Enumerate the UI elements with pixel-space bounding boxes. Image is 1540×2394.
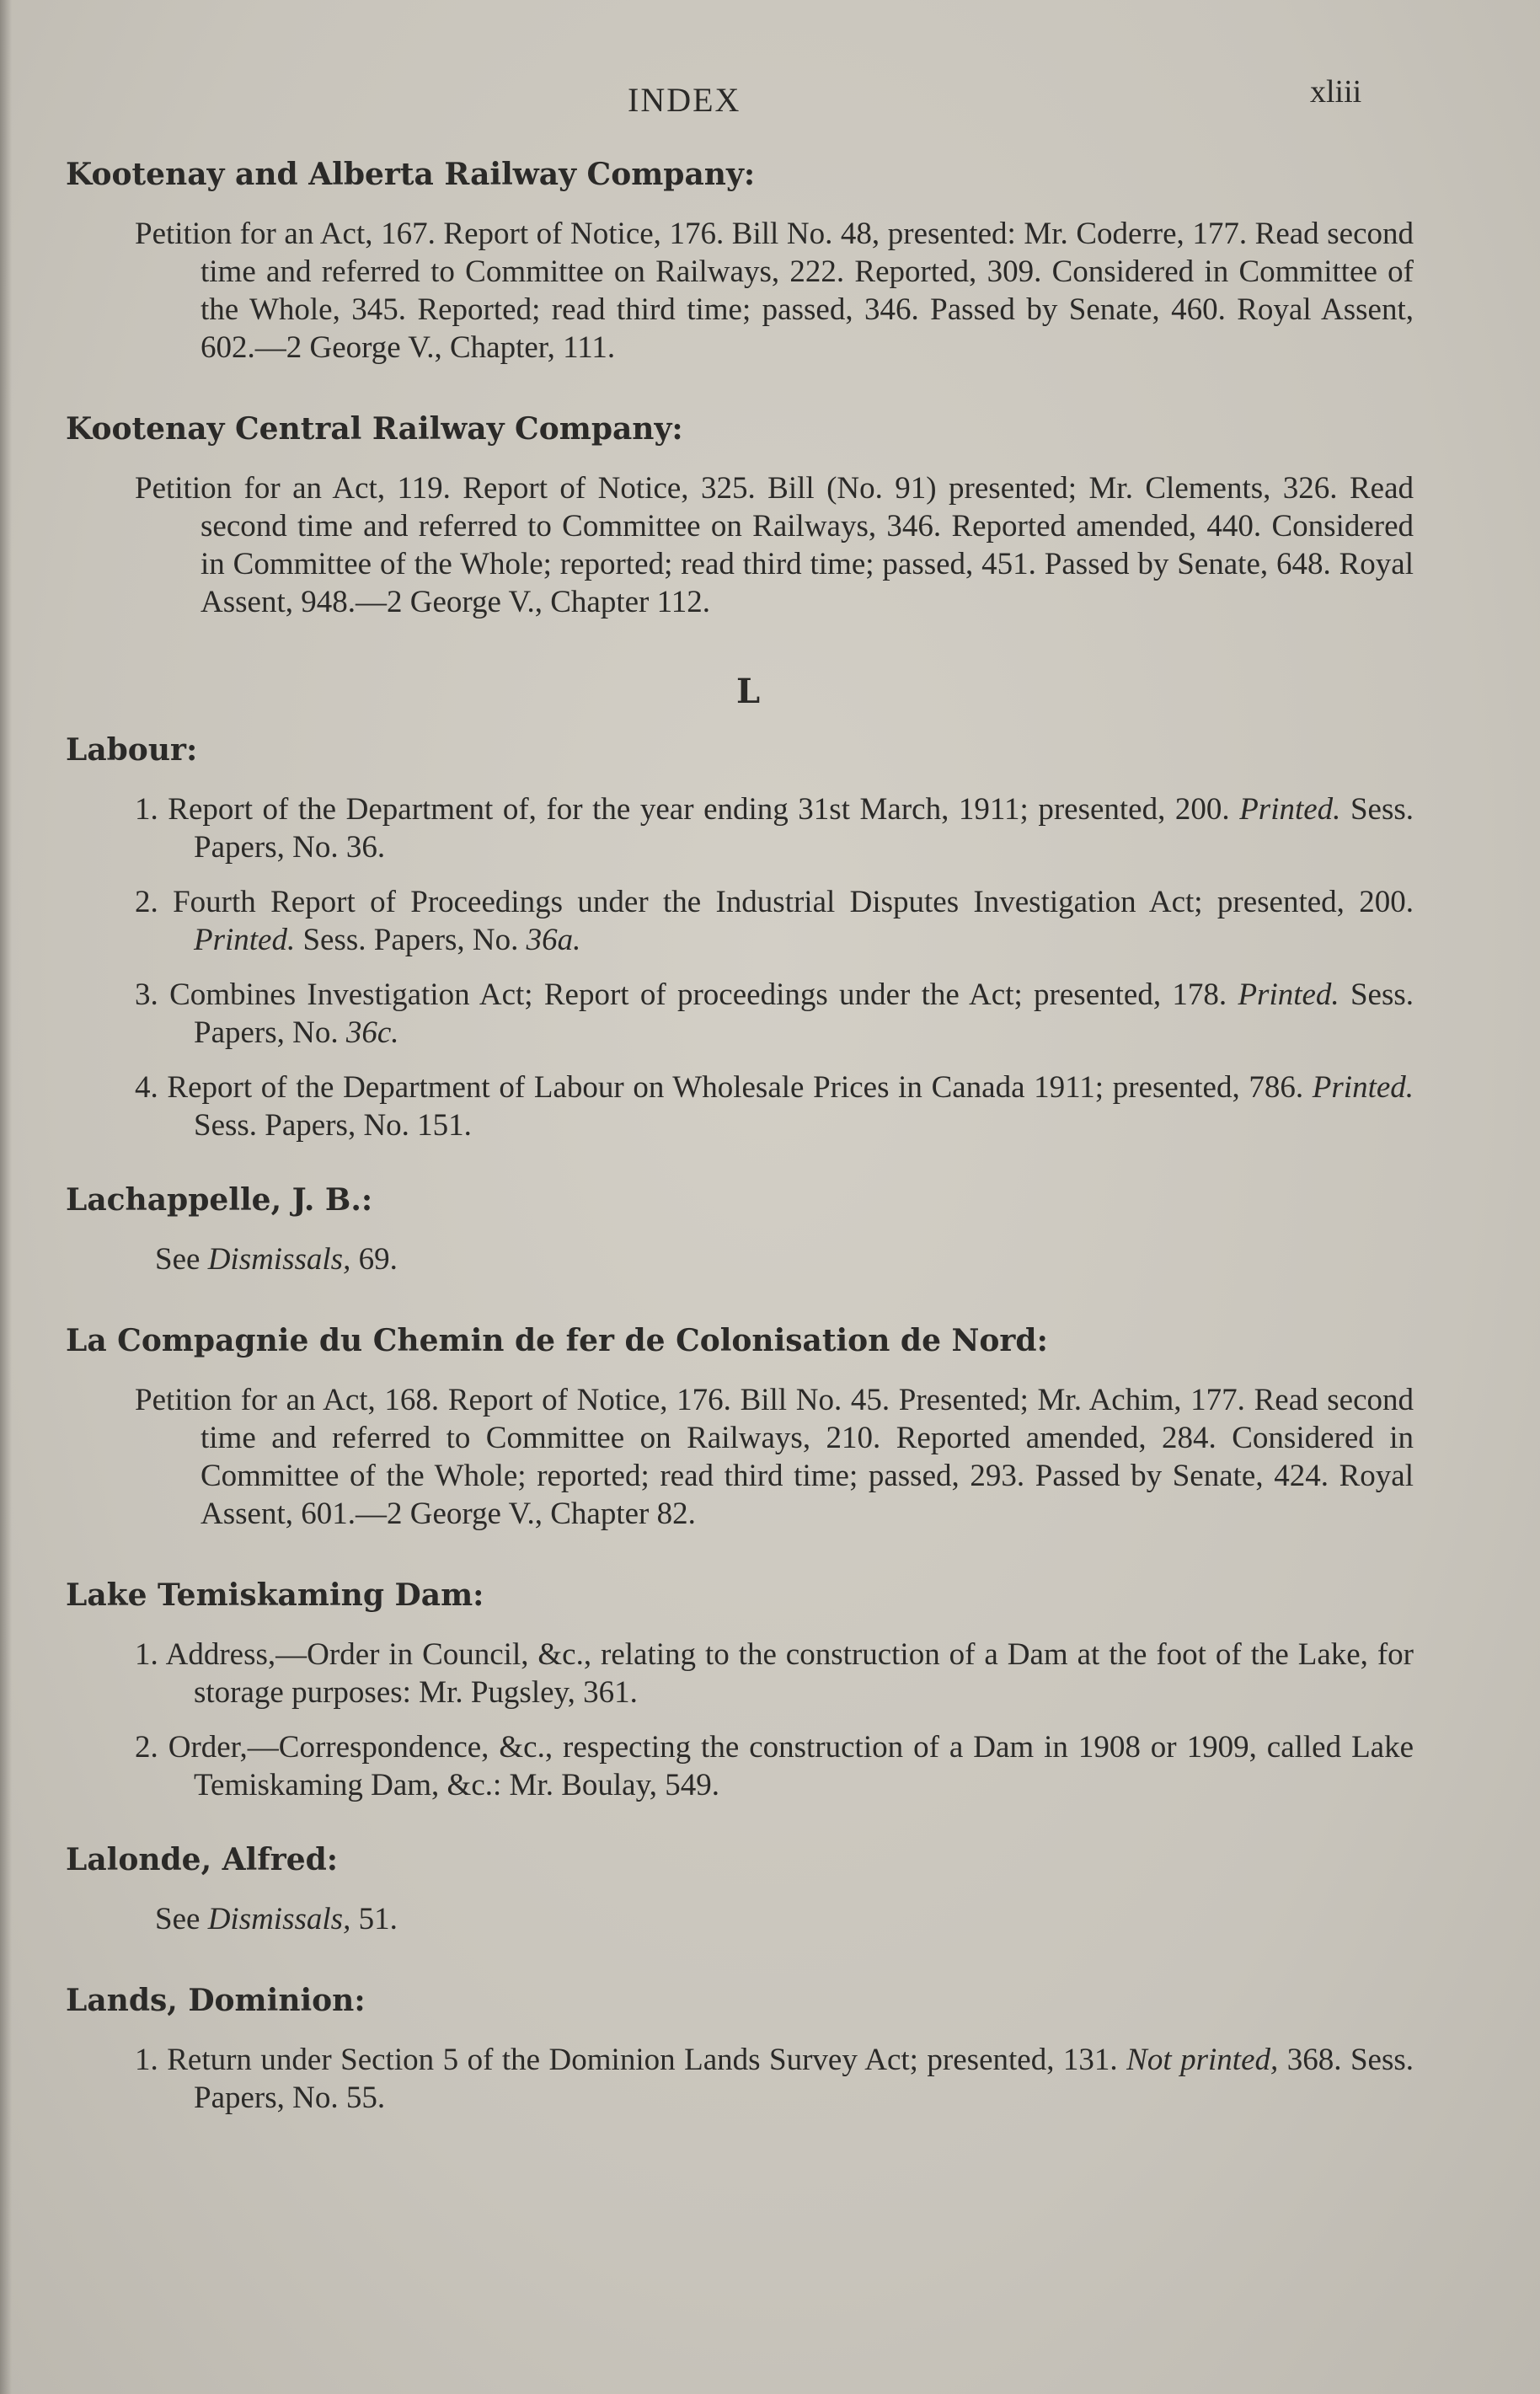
entry-paragraph: Petition for an Act, 167. Report of Notice, 176. Bill No. 48, presented: Mr. Coderre, 177. Read second time and referred to Committee on Railways, 222. Reported, 309. Considered in Committee of the Whole, 345. Reported; read third time; passed, 346. Passed by Senate, 460. Royal Assent, 602.—2 George V., Chapter, 111. bbox=[135, 217, 1414, 365]
item-text: Return under Section 5 of the Dominion Lands Survey Act; presented, 131. bbox=[167, 2043, 1118, 2077]
item-tail: Sess. Papers, No. bbox=[194, 977, 1414, 1050]
list-item bbox=[135, 1728, 1414, 1804]
index-entry-labour bbox=[66, 731, 1414, 1144]
item-tail-italic: 36c. bbox=[345, 1015, 399, 1050]
entry-heading: Kootenay Central Railway Company: bbox=[66, 411, 683, 447]
item-number: 4. bbox=[135, 1070, 158, 1105]
see-target: Dismissals, bbox=[207, 1242, 351, 1277]
entry-paragraph: Petition for an Act, 168. Report of Notice, 176. Bill No. 45. Presented; Mr. Achim, 177. Read second time and referred to Committee on Railways, 210. Reported amended, 284. Considered in Committee of the Whole; reported; read third time; passed, 293. Passed by Senate, 424. Royal Assent, 601.—2 George V., Chapter 82. bbox=[135, 1383, 1414, 1531]
running-title: INDEX bbox=[628, 81, 741, 119]
item-number: 2. bbox=[135, 1730, 158, 1765]
see-word: See bbox=[155, 1902, 201, 1936]
page-number: xliii bbox=[1310, 74, 1362, 110]
item-number: 1. bbox=[135, 2043, 158, 2077]
item-number: 2. bbox=[135, 885, 158, 919]
see-reference bbox=[155, 1240, 1414, 1278]
item-text: Combines Investigation Act; Report of proceedings under the Act; presented, 178. bbox=[169, 977, 1227, 1012]
see-page: 69. bbox=[358, 1242, 398, 1277]
item-italic: Printed. bbox=[1238, 977, 1339, 1012]
index-entry-lands-dominion bbox=[66, 1982, 1414, 2117]
item-tail: 368. Sess. Papers, No. 55. bbox=[194, 2043, 1414, 2115]
see-word: See bbox=[155, 1242, 201, 1277]
list-item bbox=[135, 790, 1414, 866]
entry-heading: La Compagnie du Chemin de fer de Colonisation de Nord: bbox=[66, 1323, 1048, 1358]
running-head bbox=[0, 74, 1540, 122]
item-tail: Sess. Papers, No. bbox=[302, 923, 519, 957]
see-reference bbox=[155, 1900, 1414, 1938]
item-text: Report of the Department of Labour on Wholesale Prices in Canada 1911; presented, 786. bbox=[167, 1070, 1304, 1105]
see-page: 51. bbox=[358, 1902, 398, 1936]
entry-heading: Labour: bbox=[66, 732, 198, 768]
entry-paragraph: Petition for an Act, 119. Report of Notice, 325. Bill (No. 91) presented; Mr. Clements, 326. Read second time and referred to Committee on Railways, 346. Reported amended, 440. Considered in Committee of the Whole; reported; read third time; passed, 451. Passed by Senate, 648. Royal Assent, 948.—2 George V., Chapter 112. bbox=[135, 471, 1414, 619]
list-item bbox=[135, 976, 1414, 1052]
item-number: 1. bbox=[135, 792, 158, 827]
index-entry-la-compagnie bbox=[66, 1322, 1414, 1533]
page-edge-shadow bbox=[0, 0, 12, 2394]
index-entry-lachappelle bbox=[66, 1181, 1414, 1278]
item-tail: Sess. Papers, No. 36. bbox=[194, 792, 1414, 865]
item-italic: Printed. bbox=[1312, 1070, 1414, 1105]
see-target: Dismissals, bbox=[207, 1902, 351, 1936]
list-item bbox=[135, 883, 1414, 959]
item-number: 3. bbox=[135, 977, 158, 1012]
list-item bbox=[135, 1068, 1414, 1144]
item-italic: Printed. bbox=[194, 923, 296, 957]
item-text: Fourth Report of Proceedings under the Industrial Disputes Investigation Act; presented, 200. bbox=[173, 885, 1414, 919]
item-number: 1. bbox=[135, 1637, 158, 1672]
section-letter: L bbox=[735, 672, 761, 711]
item-text: Order,—Correspondence, &c., respecting the construction of a Dam in 1908 or 1909, called Lake Temiskaming Dam, &c.: Mr. Boulay, 549. bbox=[168, 1730, 1414, 1802]
index-entry-kootenay-alberta bbox=[66, 156, 1414, 367]
item-tail: Sess. Papers, No. 151. bbox=[194, 1108, 472, 1143]
item-text: Address,—Order in Council, &c., relating to the construction of a Dam at the foot of the Lake, for storage purposes: Mr. Pugsley, 361. bbox=[165, 1637, 1414, 1710]
index-content bbox=[66, 156, 1414, 2161]
index-entry-kootenay-central bbox=[66, 410, 1414, 621]
entry-heading: Lands, Dominion: bbox=[66, 1983, 366, 2018]
item-italic: Printed. bbox=[1239, 792, 1341, 827]
entry-heading: Kootenay and Alberta Railway Company: bbox=[66, 157, 756, 192]
entry-heading: Lalonde, Alfred: bbox=[66, 1842, 339, 1877]
item-text: Report of the Department of, for the year ending 31st March, 1911; presented, 200. bbox=[168, 792, 1230, 827]
entry-heading: Lake Temiskaming Dam: bbox=[66, 1577, 484, 1613]
list-item bbox=[135, 1636, 1414, 1711]
entry-heading: Lachappelle, J. B.: bbox=[66, 1182, 373, 1218]
index-entry-lalonde bbox=[66, 1841, 1414, 1938]
index-entry-lake-temiskaming bbox=[66, 1577, 1414, 1804]
list-item bbox=[135, 2041, 1414, 2117]
item-tail-italic: 36a. bbox=[526, 923, 581, 957]
item-italic: Not printed, bbox=[1126, 2043, 1279, 2077]
